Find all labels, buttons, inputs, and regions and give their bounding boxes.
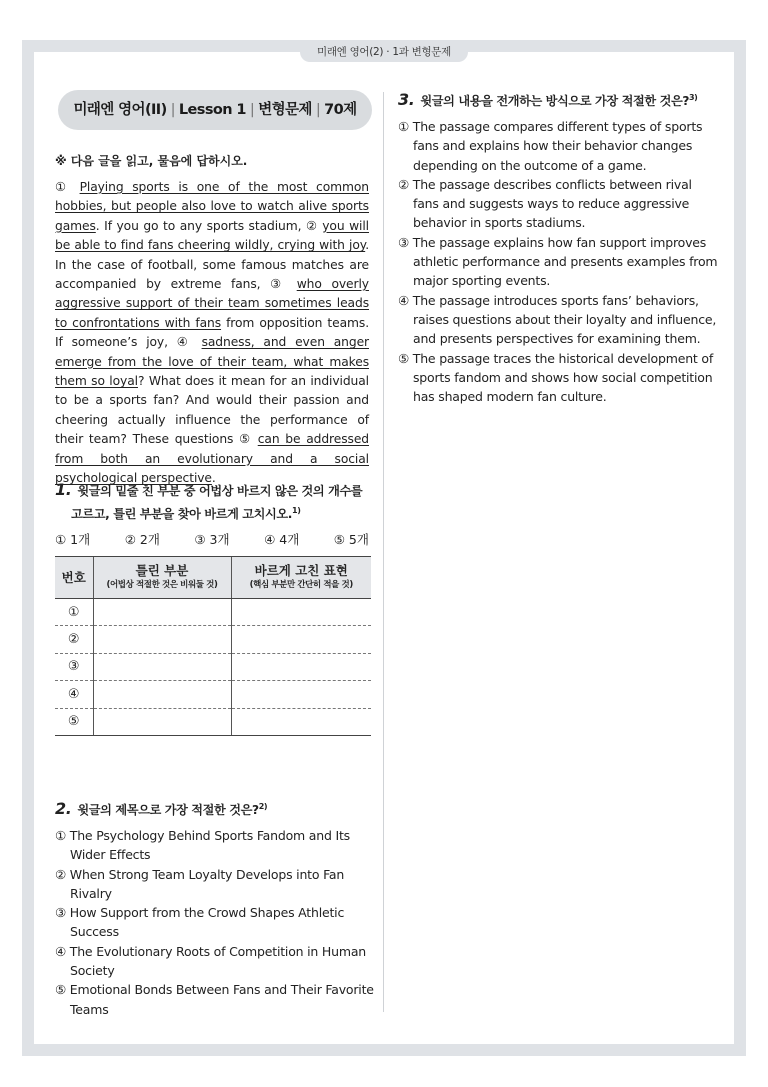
passage-text: . If you go to any sports stadium, [95, 218, 306, 233]
wrong-part-cell[interactable] [93, 626, 231, 653]
marker-3: ③ [270, 277, 287, 292]
choice-4[interactable]: ④ The passage introduces sports fans’ behaviors, raises questions about their loyalty and influence, and presents perspectives for examining them. [398, 292, 717, 347]
option-2[interactable]: ② 2개 [124, 532, 160, 547]
table-row [55, 599, 371, 626]
row-number: ⑤ [55, 708, 93, 735]
correction-cell[interactable] [231, 626, 371, 653]
instruction: ※ 다음 글을 읽고, 물음에 답하시오. [55, 154, 248, 168]
worksheet-title: 미래엔 영어(II) | Lesson 1 | 변형문제 | 70제 [58, 90, 372, 130]
question-1-text: 윗글의 밑줄 친 부분 중 어법상 바르지 않은 것의 개수를 고르고, 틀린 부분을 찾아 바르게 고치시오. [71, 484, 363, 522]
choice-5[interactable]: ⑤ The passage traces the historical development of sports fandom and shows how social competition has shaped modern fan culture. [398, 350, 714, 405]
wrong-part-cell[interactable] [93, 653, 231, 680]
title-count: 70제 [324, 102, 357, 118]
header-wrong-part-note: (어법상 적절한 것은 비워둘 것) [106, 579, 218, 590]
question-3 [398, 88, 718, 111]
choice-1[interactable]: ① The Psychology Behind Sports Fandom and Its Wider Effects [55, 828, 350, 863]
wrong-part-cell[interactable] [93, 708, 231, 735]
question-3-number: 3. [398, 90, 415, 110]
choice-3[interactable]: ③ How Support from the Crowd Shapes Athletic Success [55, 905, 345, 940]
question-3-options [398, 117, 718, 406]
table-row [55, 626, 371, 653]
correction-cell[interactable] [231, 653, 371, 680]
question-2-number: 2. [55, 799, 72, 819]
question-3-text: 윗글의 내용을 전개하는 방식으로 가장 적절한 것은? [420, 94, 689, 109]
choice-3[interactable]: ③ The passage explains how fan support improves athletic performance and presents examples from major sporting events. [398, 234, 718, 289]
question-2-text: 윗글의 제목으로 가장 적절한 것은? [77, 803, 259, 818]
marker-2: ② [305, 218, 318, 233]
underlined-part-1: Playing sports is one of the most common hobbies, but people also love to watch alive sports games [55, 180, 369, 233]
passage-text: ? What does it mean for an individual to be a sports fan? And would their passion and cheering actually influence the performance of their team? These questions [55, 374, 370, 447]
correction-cell[interactable] [231, 681, 371, 708]
header-wrong-part [93, 557, 231, 599]
row-number: ① [55, 599, 93, 626]
header-number: 번호 [55, 557, 93, 599]
header-wrong-part-label: 틀린 부분 [135, 562, 189, 578]
passage-text: from opposition teams. If someone’s joy, [55, 315, 369, 350]
underlined-part-5: can be addressed from both an evolutionary and a social psychological perspective [55, 432, 369, 486]
row-number: ② [55, 626, 93, 653]
count-options [55, 530, 369, 548]
passage-text: . In the case of football, some famous matches are accompanied by extreme fans, [55, 238, 369, 292]
option-3[interactable]: ③ 3개 [194, 532, 230, 547]
reading-passage [55, 178, 369, 489]
option-1[interactable]: ① 1개 [55, 532, 91, 547]
title-type: 변형문제 [258, 102, 312, 118]
choice-2[interactable]: ② When Strong Team Loyalty Develops into Fan Rivalry [55, 866, 345, 901]
question-2 [55, 797, 369, 820]
column-divider [383, 92, 384, 1012]
table-row [55, 681, 371, 708]
header-correction-label: 바르게 고친 표현 [254, 562, 348, 578]
header-tab: 미래엔 영어(2) · 1과 변형문제 [300, 42, 468, 62]
choice-5[interactable]: ⑤ Emotional Bonds Between Fans and Their Favorite Teams [55, 982, 374, 1017]
underlined-part-2: you will be able to find fans cheering wildly, crying with joy [55, 218, 369, 253]
option-5[interactable]: ⑤ 5개 [333, 532, 369, 547]
correction-cell[interactable] [231, 599, 371, 626]
table-row [55, 708, 371, 735]
footnote-ref: 1) [292, 506, 301, 515]
passage-text: . [211, 471, 216, 486]
wrong-part-cell[interactable] [93, 681, 231, 708]
title-lesson: Lesson 1 [178, 102, 246, 118]
footnote-ref: 3) [689, 93, 698, 102]
choice-2[interactable]: ② The passage describes conflicts between rival fans and suggests ways to reduce aggressive behavior in sports stadiums. [398, 176, 692, 231]
table-row [55, 653, 371, 680]
answer-table [55, 556, 371, 736]
header-correction-note: (핵심 부분만 간단히 적을 것) [249, 579, 353, 590]
header-correction [231, 557, 371, 599]
footnote-ref: 2) [258, 802, 268, 811]
choice-1[interactable]: ① The passage compares different types of sports fans and explains how their behavior changes depending on the outcome of a game. [398, 119, 703, 173]
choice-4[interactable]: ④ The Evolutionary Roots of Competition in Human Society [55, 943, 366, 979]
underlined-part-3: who overly aggressive support of their team sometimes leads to confrontations with fans [55, 277, 369, 330]
row-number: ③ [55, 653, 93, 680]
question-1 [55, 480, 369, 524]
option-4[interactable]: ④ 4개 [264, 532, 300, 547]
underlined-part-4: sadness, and even anger emerge from the love of their team, what makes them so loyal [55, 335, 369, 389]
correction-cell[interactable] [231, 708, 371, 735]
marker-5: ⑤ [239, 432, 252, 447]
title-book: 미래엔 영어(II) [73, 102, 167, 118]
question-2-options [55, 826, 375, 1019]
wrong-part-cell[interactable] [93, 599, 231, 626]
marker-1: ① [55, 180, 71, 194]
marker-4: ④ [176, 335, 193, 350]
row-number: ④ [55, 681, 93, 708]
question-1-number: 1. [55, 480, 72, 499]
